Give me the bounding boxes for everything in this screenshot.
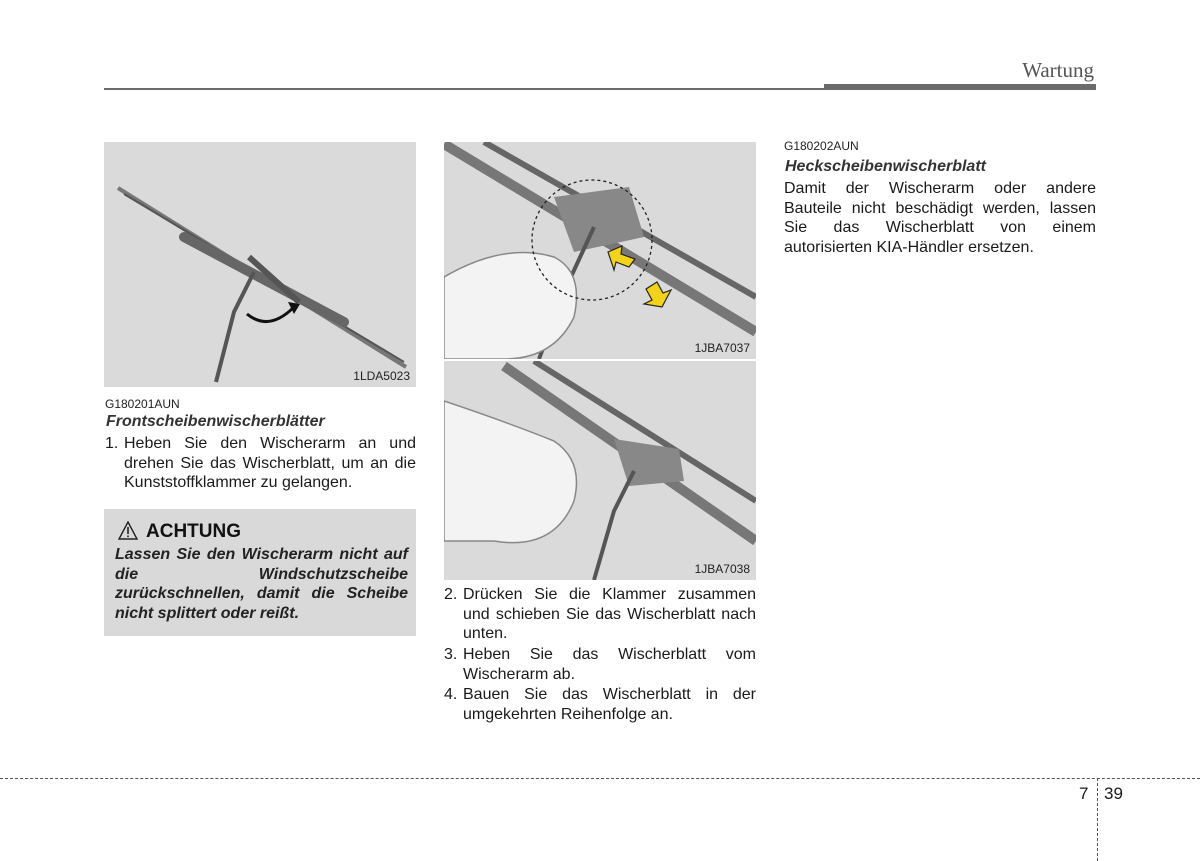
list-item bbox=[105, 434, 416, 494]
step-text: Heben Sie den Wischerarm an und drehen Sie das Wischerblatt, um an die Kunststoffklammer zu gelangen. bbox=[124, 435, 416, 491]
caution-text: Lassen Sie den Wischerarm nicht auf die Windschutzscheibe zurückschnellen, damit die Scheibe nicht splittert oder reißt. bbox=[115, 546, 408, 622]
header-bar bbox=[824, 84, 1096, 90]
clip-press-illustration bbox=[444, 142, 756, 359]
warning-icon bbox=[118, 521, 138, 540]
figure-code: 1JBA7038 bbox=[694, 562, 750, 576]
rear-wiper-text: Damit der Wischerarm oder andere Bauteile nicht beschädigt werden, lassen Sie das Wischerblatt von einem autorisierten KIA-Händler ersetzen. bbox=[784, 180, 1096, 256]
footer-divider bbox=[1097, 778, 1098, 861]
figure-code: 1LDA5023 bbox=[353, 369, 410, 383]
step-text: Heben Sie das Wischerblatt vom Wischerarm ab. bbox=[463, 646, 756, 683]
page-number: 39 bbox=[1104, 784, 1123, 803]
figure-slide-blade bbox=[444, 361, 756, 580]
list-item bbox=[444, 585, 756, 645]
chapter-number: 7 bbox=[1079, 784, 1089, 803]
section-heading-rear: Heckscheibenwischerblatt bbox=[785, 158, 986, 175]
reference-code: G180201AUN bbox=[105, 397, 180, 411]
section-title: Wartung bbox=[1022, 58, 1094, 82]
figure-press-clip bbox=[444, 142, 756, 359]
step-text: Bauen Sie das Wischerblatt in der umgekehrten Reihenfolge an. bbox=[463, 686, 756, 723]
wiper-blade-illustration bbox=[104, 142, 416, 387]
step-number: 4. bbox=[444, 686, 458, 703]
reference-code: G180202AUN bbox=[784, 139, 859, 153]
caution-title: ACHTUNG bbox=[146, 521, 241, 542]
figure-code: 1JBA7037 bbox=[694, 341, 750, 355]
section-heading-front: Frontscheibenwischerblätter bbox=[106, 413, 325, 430]
footer-rule bbox=[0, 778, 1200, 779]
figure-wiper-blade-rotate bbox=[104, 142, 416, 387]
step-number: 1. bbox=[105, 435, 119, 452]
blade-slide-illustration bbox=[444, 361, 756, 580]
step-text: Drücken Sie die Klammer zusammen und schieben Sie das Wischerblatt nach unten. bbox=[463, 586, 756, 642]
list-item bbox=[444, 685, 756, 725]
caution-box bbox=[104, 509, 416, 636]
step-number: 3. bbox=[444, 646, 458, 663]
step-number: 2. bbox=[444, 586, 458, 603]
list-item bbox=[444, 645, 756, 685]
